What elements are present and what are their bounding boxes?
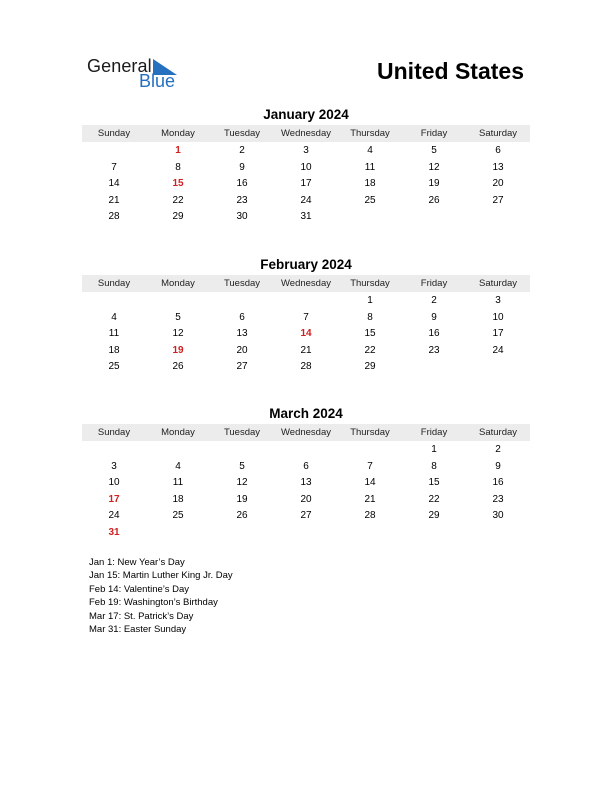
week-row: [82, 459, 530, 476]
day-cell: 31: [300, 211, 312, 223]
week-row: [82, 508, 530, 525]
weekday-label: Thursday: [350, 278, 390, 289]
day-cell: 30: [236, 211, 248, 223]
holiday-item: Feb 19: Washington’s Birthday: [89, 597, 218, 609]
day-cell: 27: [492, 194, 504, 206]
empty-day-cell: [466, 525, 530, 542]
week-row: [82, 209, 530, 226]
day-cell: 3: [495, 295, 501, 306]
day-cell: 22: [428, 493, 440, 505]
empty-day-cell: [210, 442, 274, 459]
weekday-label: Saturday: [478, 427, 518, 438]
day-cell: 23: [236, 194, 248, 206]
month-title: March 2024: [269, 406, 343, 421]
day-cell: 8: [367, 311, 373, 323]
day-cell: 29: [428, 510, 440, 522]
empty-day-cell: [338, 525, 402, 542]
day-cell: 9: [495, 460, 501, 472]
weekday-label: Wednesday: [281, 278, 331, 289]
day-cell: 24: [492, 344, 504, 356]
day-cell: 29: [172, 211, 184, 223]
day-cell: 24: [300, 194, 312, 206]
day-cell: 14: [364, 477, 376, 489]
empty-day-cell: [210, 293, 274, 310]
day-cell: 6: [303, 460, 309, 472]
day-cell: 5: [431, 145, 437, 156]
day-cell: 11: [108, 328, 120, 340]
weekday-header-row: [82, 125, 530, 142]
day-cell: 11: [172, 477, 184, 489]
day-cell: 12: [172, 328, 184, 340]
weekday-label: Friday: [420, 278, 448, 289]
empty-day-cell: [402, 359, 466, 376]
day-cell: 9: [431, 311, 437, 323]
empty-day-cell: [402, 525, 466, 542]
generalblue-logo: [87, 56, 187, 92]
week-row: [82, 176, 530, 193]
day-cell: 13: [492, 161, 504, 173]
day-cell: 17: [492, 328, 504, 340]
day-cell: 30: [492, 510, 504, 522]
weekday-label: Tuesday: [223, 128, 261, 139]
day-cell: 18: [172, 493, 184, 505]
empty-day-cell: [146, 293, 210, 310]
week-row: [82, 293, 530, 310]
weekday-label: Tuesday: [223, 427, 261, 438]
day-cell: 14: [108, 178, 120, 190]
week-row: [82, 310, 530, 327]
weekday-label: Monday: [161, 278, 195, 289]
day-cell: 28: [108, 211, 120, 223]
day-cell: 18: [364, 178, 376, 190]
week-row: [82, 160, 530, 177]
day-cell: 7: [303, 311, 309, 323]
empty-day-cell: [338, 442, 402, 459]
weekday-label: Wednesday: [281, 128, 331, 139]
day-cell: 3: [111, 460, 117, 472]
holiday-item: Mar 17: St. Patrick’s Day: [89, 610, 194, 622]
day-cell: 26: [236, 510, 248, 522]
month-calendar: [82, 106, 530, 226]
day-cell: 16: [492, 477, 504, 489]
weekday-label: Monday: [161, 427, 195, 438]
holiday-list: [89, 556, 233, 636]
day-cell: 16: [236, 178, 248, 190]
week-row: [82, 525, 530, 542]
day-cell: 9: [239, 161, 245, 173]
day-cell: 3: [303, 145, 309, 156]
day-cell: 29: [364, 361, 376, 373]
holiday-item: Jan 1: New Year’s Day: [89, 557, 185, 568]
holiday-item: Jan 15: Martin Luther King Jr. Day: [89, 570, 233, 582]
week-row: [82, 359, 530, 376]
empty-day-cell: [274, 525, 338, 542]
day-cell: 2: [431, 295, 437, 306]
day-cell: 27: [236, 361, 248, 373]
day-cell: 24: [108, 510, 120, 522]
weekday-label: Friday: [420, 128, 448, 139]
weekday-label: Sunday: [97, 427, 131, 438]
empty-day-cell: [338, 209, 402, 226]
day-cell: 12: [236, 477, 248, 489]
day-cell: 17: [108, 493, 120, 505]
week-row: [82, 475, 530, 492]
day-cell: 25: [364, 194, 376, 206]
day-cell: 13: [300, 477, 312, 489]
day-cell: 5: [239, 460, 245, 472]
day-cell: 6: [239, 311, 245, 323]
day-cell: 6: [495, 145, 501, 156]
day-cell: 13: [236, 328, 248, 340]
day-cell: 14: [300, 328, 312, 340]
week-row: [82, 492, 530, 509]
week-row: [82, 326, 530, 343]
logo-text-general: General: [87, 56, 152, 76]
day-cell: 18: [108, 344, 120, 356]
holiday-item: Mar 31: Easter Sunday: [89, 624, 187, 636]
day-cell: 28: [300, 361, 312, 373]
day-cell: 10: [300, 161, 312, 173]
day-cell: 10: [492, 311, 504, 323]
empty-day-cell: [274, 442, 338, 459]
day-cell: 10: [108, 477, 120, 489]
day-cell: 20: [300, 493, 312, 505]
week-row: [82, 343, 530, 360]
day-cell: 25: [172, 510, 184, 522]
week-row: [82, 143, 530, 160]
day-cell: 1: [431, 444, 437, 455]
empty-day-cell: [274, 293, 338, 310]
empty-day-cell: [210, 525, 274, 542]
month-calendar: [82, 256, 530, 376]
week-row: [82, 442, 530, 459]
day-cell: 11: [364, 161, 376, 173]
day-cell: 19: [172, 344, 184, 356]
month-title: February 2024: [260, 257, 352, 272]
weekday-label: Thursday: [350, 427, 390, 438]
day-cell: 17: [300, 178, 312, 190]
day-cell: 26: [428, 194, 440, 206]
day-cell: 31: [108, 526, 120, 538]
day-cell: 19: [428, 178, 440, 190]
day-cell: 4: [175, 460, 181, 472]
weekday-label: Monday: [161, 128, 195, 139]
empty-day-cell: [466, 359, 530, 376]
day-cell: 4: [111, 311, 117, 323]
day-cell: 5: [175, 311, 181, 323]
weekday-header-row: [82, 275, 530, 292]
weekday-label: Sunday: [97, 278, 131, 289]
day-cell: 12: [428, 161, 440, 173]
empty-day-cell: [82, 293, 146, 310]
day-cell: 15: [428, 477, 440, 489]
day-cell: 1: [175, 145, 181, 156]
month-calendar: [82, 405, 530, 542]
day-cell: 4: [367, 145, 373, 156]
day-cell: 2: [495, 444, 501, 455]
weekday-label: Thursday: [350, 128, 390, 139]
empty-day-cell: [146, 442, 210, 459]
weekday-label: Saturday: [478, 278, 518, 289]
week-row: [82, 193, 530, 210]
day-cell: 15: [172, 178, 184, 190]
day-cell: 8: [175, 161, 181, 173]
day-cell: 28: [364, 510, 376, 522]
weekday-header-row: [82, 424, 530, 441]
day-cell: 8: [431, 460, 437, 472]
day-cell: 23: [428, 344, 440, 356]
country-title: United States: [377, 58, 524, 84]
weekday-label: Wednesday: [281, 427, 331, 438]
empty-day-cell: [466, 209, 530, 226]
empty-day-cell: [402, 209, 466, 226]
day-cell: 16: [428, 328, 440, 340]
day-cell: 7: [111, 161, 117, 173]
weekday-label: Friday: [420, 427, 448, 438]
day-cell: 2: [239, 145, 245, 156]
weekday-label: Sunday: [97, 128, 131, 139]
day-cell: 25: [108, 361, 120, 373]
day-cell: 23: [492, 493, 504, 505]
weekday-label: Saturday: [478, 128, 518, 139]
weekday-label: Tuesday: [223, 278, 261, 289]
day-cell: 7: [367, 460, 373, 472]
day-cell: 26: [172, 361, 184, 373]
day-cell: 19: [236, 493, 248, 505]
day-cell: 22: [364, 344, 376, 356]
day-cell: 20: [492, 178, 504, 190]
month-title: January 2024: [263, 107, 349, 122]
empty-day-cell: [82, 442, 146, 459]
day-cell: 21: [364, 493, 376, 505]
day-cell: 21: [108, 194, 120, 206]
logo-text-blue: Blue: [139, 71, 176, 91]
empty-day-cell: [82, 143, 146, 160]
day-cell: 15: [364, 328, 376, 340]
day-cell: 21: [300, 344, 312, 356]
day-cell: 22: [172, 194, 184, 206]
holiday-item: Feb 14: Valentine’s Day: [89, 583, 189, 595]
day-cell: 1: [367, 295, 373, 306]
day-cell: 27: [300, 510, 312, 522]
empty-day-cell: [146, 525, 210, 542]
day-cell: 20: [236, 344, 248, 356]
